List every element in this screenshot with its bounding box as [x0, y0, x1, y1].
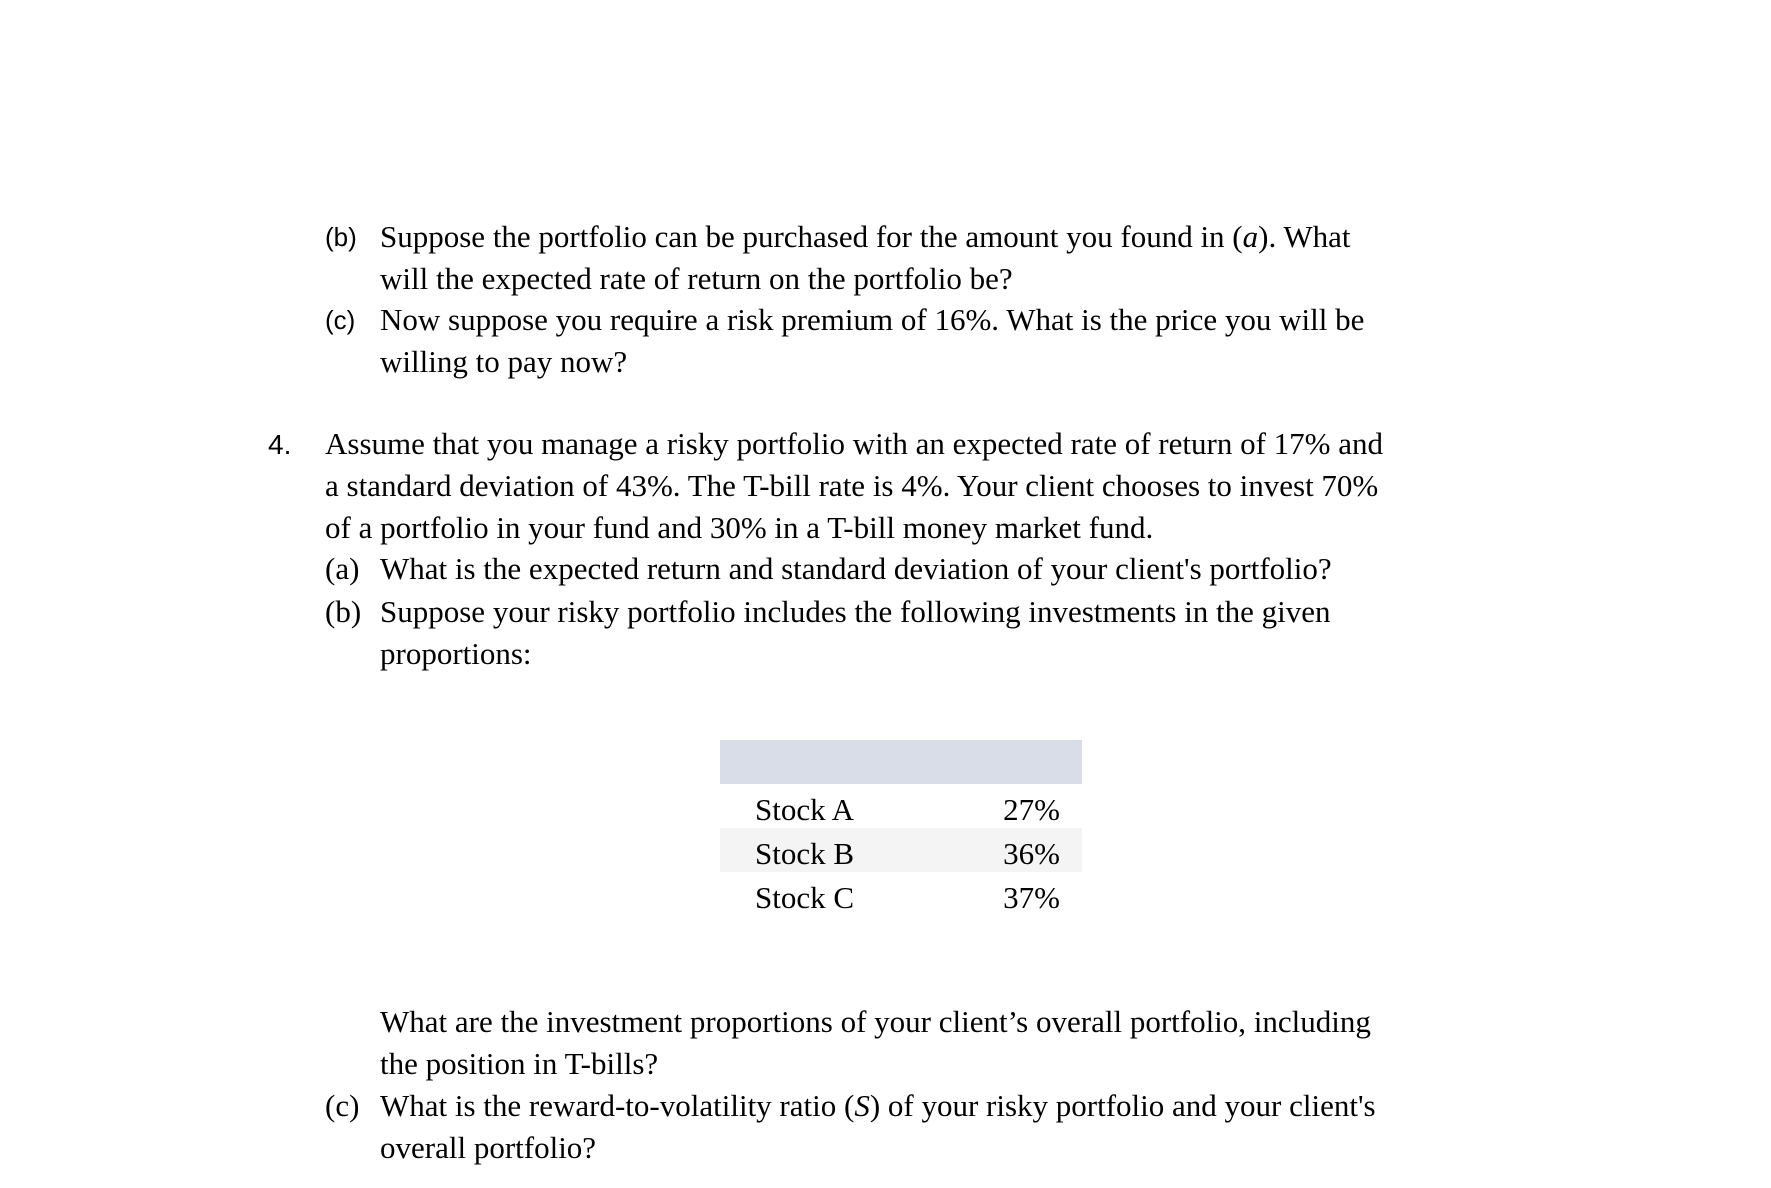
q4-intro-line2: a standard deviation of 43%. The T-bill rate is 4%. Your client chooses to invest 70% — [325, 468, 1379, 503]
q4-c-label: (c) — [325, 1088, 360, 1123]
q4-a-label: (a) — [325, 551, 360, 586]
table-row-stock-c — [720, 872, 1082, 916]
q3-c-line2: willing to pay now? — [380, 344, 628, 379]
stock-proportion: 36% — [1003, 836, 1060, 871]
q3-b-line2: will the expected rate of return on the portfolio be? — [380, 261, 1013, 296]
q4-b-label: (b) — [325, 594, 362, 629]
stock-proportions-table — [720, 740, 1082, 916]
q3-b-line1: Suppose the portfolio can be purchased for the amount you found in (a). What — [380, 219, 1351, 254]
stock-proportion: 37% — [1003, 880, 1060, 915]
stock-name: Stock A — [755, 792, 855, 827]
q4-b-line2: proportions: — [380, 636, 532, 671]
stock-name: Stock C — [755, 880, 855, 915]
q4-intro-line3: of a portfolio in your fund and 30% in a T-bill money market fund. — [325, 510, 1154, 545]
q4-b-follow-line1: What are the investment proportions of your client’s overall portfolio, including — [380, 1004, 1371, 1039]
q4-c-line1: What is the reward-to-volatility ratio (S) of your risky portfolio and your client's — [380, 1088, 1376, 1123]
q4-a-line1: What is the expected return and standard deviation of your client's portfolio? — [380, 551, 1332, 586]
stock-name: Stock B — [755, 836, 855, 871]
q4-b-follow-line2: the position in T-bills? — [380, 1046, 659, 1081]
q3-c-line1: Now suppose you require a risk premium of 16%. What is the price you will be — [380, 302, 1365, 337]
q4-c-line2: overall portfolio? — [380, 1130, 597, 1165]
q4-c-symbol: S — [854, 1088, 870, 1123]
q4-intro-line1: Assume that you manage a risky portfolio with an expected rate of return of 17% and — [325, 426, 1383, 461]
stock-proportion: 27% — [1003, 792, 1060, 827]
q3-b-ref: a — [1242, 219, 1259, 254]
table-header — [720, 740, 1082, 784]
q3-b-label: (b) — [325, 222, 357, 252]
table-row-stock-b — [720, 828, 1082, 872]
q3-c-label: (c) — [325, 305, 356, 335]
q4-b-line1: Suppose your risky portfolio includes the following investments in the given — [380, 594, 1331, 629]
table-row-stock-a — [720, 784, 1082, 828]
q4-number: 4. — [268, 429, 292, 460]
